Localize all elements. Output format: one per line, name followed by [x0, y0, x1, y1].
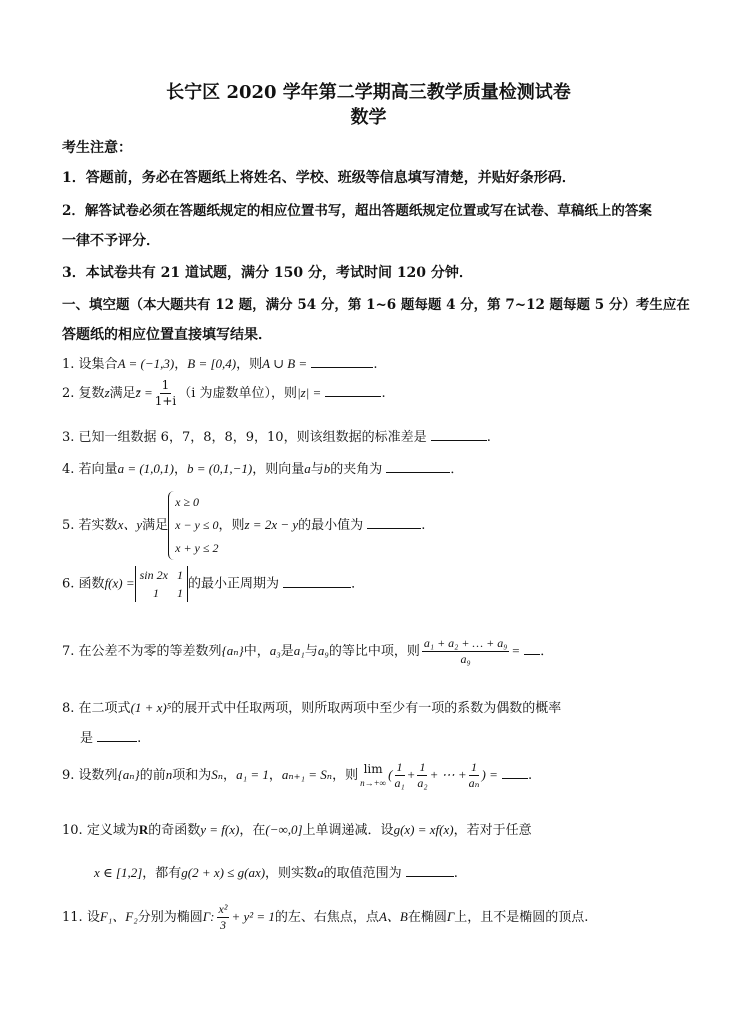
q-text: ， — [223, 768, 237, 783]
question-9 — [62, 760, 532, 791]
math-expr: z = 2x − y — [244, 517, 299, 532]
q-text: （i 为虚数单位），则 — [178, 386, 298, 401]
notice-item-2: 2．解答试卷必须在答题纸规定的相应位置书写，超出答题纸规定位置或写在试卷、草稿纸上的答案 — [62, 203, 652, 219]
q-text: ，若对于任意 — [453, 823, 532, 838]
exam-subject: 数学 — [350, 107, 387, 128]
question-8-cont — [80, 727, 141, 746]
question-4 — [62, 458, 463, 477]
answer-blank — [367, 516, 421, 529]
question-number: 7. — [62, 644, 75, 659]
q-text: 与 — [310, 462, 324, 477]
math-expr: n — [165, 767, 173, 782]
det-cell: 1 — [176, 586, 183, 600]
limit-word: lim — [363, 761, 383, 776]
det-cell: 1 — [152, 586, 159, 600]
fraction — [422, 636, 509, 667]
math-expr: a₉ — [317, 643, 329, 658]
math-expr: (1 + x)⁵ — [130, 700, 172, 715]
q-text: 若向量 — [78, 462, 118, 477]
answer-blank — [311, 355, 373, 368]
q-end: . — [527, 768, 533, 783]
question-7 — [62, 636, 553, 667]
question-number: 3. — [62, 430, 75, 445]
q-text: 中， — [243, 644, 270, 659]
math-expr: y = f(x) — [200, 822, 240, 837]
q-end: . — [421, 518, 426, 533]
q-text: 已知一组数据 6，7，8，8，9，10，则该组数据的标准差是 — [78, 430, 427, 445]
inequality: x + y ≤ 2 — [175, 541, 219, 555]
fraction — [417, 760, 427, 791]
exam-title: 长宁区 2020 学年第二学期高三教学质量检测试卷 — [166, 82, 571, 103]
inequality-system — [168, 491, 218, 560]
q-text: ，则 — [236, 357, 263, 372]
q-text: 的等比中项，则 — [328, 644, 420, 659]
fraction-denominator: aₙ — [468, 776, 480, 790]
math-expr: aₙ₊₁ = Sₙ — [281, 767, 333, 782]
question-number: 2. — [62, 386, 75, 401]
inequality: x ≥ 0 — [175, 495, 200, 509]
q-text: 设数列 — [78, 768, 118, 783]
limit-sub: n→+∞ — [360, 777, 387, 788]
math-expr: B = [0,4) — [187, 356, 237, 371]
fraction — [469, 760, 480, 791]
fraction-denominator: 3 — [219, 918, 226, 932]
q-text: 满足 — [142, 518, 169, 533]
q-text: 的夹角为 — [330, 462, 383, 477]
question-number: 8. — [62, 701, 75, 716]
q-text: ， — [268, 768, 282, 783]
q-text: 的最小正周期为 — [187, 576, 279, 592]
limit — [360, 762, 386, 790]
math-expr: {aₙ} — [117, 767, 140, 782]
q-end: . — [137, 731, 142, 746]
q-end: ． — [351, 576, 365, 592]
q-text: 上，且不是椭圆的顶点. — [454, 910, 589, 925]
math-expr: a₃ — [269, 643, 281, 658]
math-expr: a = (1,0,1) — [117, 461, 174, 476]
q-text: 满足 — [109, 386, 136, 401]
math-expr: a₁ = 1 — [236, 767, 269, 782]
math-expr: |z| = — [297, 385, 322, 400]
fraction — [394, 760, 404, 791]
section-heading-cont: 答题纸的相应位置直接填写结果． — [62, 327, 272, 343]
math-op: + — [406, 767, 416, 782]
q-text: ， — [174, 462, 188, 477]
q-text: 定义域为 — [86, 823, 139, 838]
fraction-denominator: a₉ — [460, 652, 471, 666]
section-heading: 一、填空题（本大题共有 12 题，满分 54 分，第 1~6 题每题 4 分，第 7~12 题每题 5 分）考生应在 — [62, 297, 690, 313]
question-number: 9. — [62, 768, 75, 783]
q-text: 的前 — [139, 768, 166, 783]
q-text: 项和为 — [172, 768, 212, 783]
answer-blank — [97, 729, 137, 742]
q-end: . — [373, 357, 378, 372]
answer-blank — [283, 575, 351, 588]
notice-item-2-cont: 一律不予评分． — [62, 233, 160, 249]
question-10 — [62, 819, 532, 838]
q-text: ，则向量 — [252, 462, 305, 477]
notice-heading: 考生注意： — [62, 140, 132, 156]
answer-blank — [431, 428, 487, 441]
math-expr: g(x) = xf(x) — [393, 822, 454, 837]
q-text: 若实数 — [78, 518, 118, 533]
q-text: 是 — [280, 644, 294, 659]
math-expr: A、B — [378, 909, 408, 924]
q-text: 设 — [86, 910, 100, 925]
fraction — [217, 902, 230, 933]
fraction-denominator: a₂ — [417, 776, 428, 790]
answer-blank — [524, 642, 540, 655]
det-cell: sin 2x — [139, 568, 168, 582]
q-text: 在公差不为零的等差数列 — [78, 644, 222, 659]
paren: ( — [388, 767, 393, 782]
math-expr: x ∈ [1,2] — [94, 865, 143, 880]
question-number: 4. — [62, 462, 75, 477]
math-expr: {aₙ} — [221, 643, 244, 658]
q-text: 函数 — [78, 576, 105, 592]
inequality: x − y ≤ 0 — [175, 518, 219, 532]
q-text: ， — [174, 357, 188, 372]
answer-blank — [325, 384, 381, 397]
q-end: ． — [540, 644, 554, 659]
fraction-numerator: 1 — [471, 760, 478, 774]
math-expr: = — [511, 643, 521, 658]
q-text: ，都有 — [142, 866, 182, 881]
math-op: + ⋯ + — [429, 767, 467, 782]
question-number: 10. — [62, 823, 83, 838]
fraction — [155, 378, 177, 409]
question-11 — [62, 902, 588, 933]
q-text: 的左、右焦点，点 — [274, 910, 379, 925]
answer-blank — [386, 460, 450, 473]
math-expr: b — [323, 461, 331, 476]
question-3 — [62, 426, 491, 445]
fraction-numerator: x² — [218, 902, 228, 916]
math-expr: F₁、F₂ — [99, 909, 138, 924]
question-number: 5. — [62, 518, 75, 533]
q-end: . — [486, 430, 491, 445]
q-text: 的展开式中任取两项，则所取两项中至少有一项的系数为偶数的概率 — [171, 701, 562, 716]
q-text: 的取值范围为 — [323, 866, 402, 881]
q-text: 复数 — [78, 386, 105, 401]
q-text: ，则 — [218, 518, 245, 533]
math-expr: z — [104, 385, 110, 400]
notice-item-3: 3．本试卷共有 21 道试题，满分 150 分，考试时间 120 分钟． — [62, 265, 473, 281]
math-expr: f(x) = — [104, 575, 135, 591]
det-cell: 1 — [176, 568, 183, 582]
math-expr: a₁ — [293, 643, 305, 658]
answer-blank — [406, 864, 454, 877]
math-expr: Sₙ — [211, 767, 224, 782]
math-expr: a — [304, 461, 311, 476]
question-number: 11. — [62, 910, 83, 925]
math-expr: Γ — [446, 909, 455, 924]
q-end: . — [381, 386, 386, 401]
math-expr: b = (0,1,−1) — [187, 461, 253, 476]
question-10-cont — [94, 862, 458, 881]
q-end: . — [453, 866, 458, 881]
fraction-numerator: 1 — [419, 760, 426, 774]
fraction-numerator: 1 — [396, 760, 403, 774]
fraction-numerator: 1 — [161, 378, 170, 392]
notice-item-1: 1．答题前，务必在答题纸上将姓名、学校、班级等信息填写清楚，并贴好条形码． — [62, 170, 576, 186]
q-text: ，在 — [239, 823, 266, 838]
math-expr: (−∞,0] — [265, 822, 303, 837]
question-1 — [62, 353, 377, 372]
fraction-denominator: 1+i — [154, 394, 177, 408]
q-text: 在二项式 — [78, 701, 131, 716]
q-text: ，则 — [332, 768, 359, 783]
determinant — [135, 566, 188, 602]
question-6 — [62, 566, 364, 602]
math-expr: x、y — [117, 517, 143, 532]
q-text: 与 — [304, 644, 318, 659]
math-expr: a — [317, 865, 324, 880]
question-5 — [62, 491, 425, 560]
math-expr: g(2 + x) ≤ g(ax) — [181, 865, 266, 880]
fraction-denominator: a₁ — [394, 776, 405, 790]
math-expr: + y² = 1 — [231, 909, 275, 924]
q-text: 的奇函数 — [148, 823, 201, 838]
q-text: 的最小值为 — [298, 518, 364, 533]
math-expr: Γ: — [202, 909, 215, 924]
question-number: 6. — [62, 576, 75, 592]
q-end: ． — [450, 462, 464, 477]
q-text: 分别为椭圆 — [137, 910, 203, 925]
math-expr: A ∪ B = — [262, 356, 308, 371]
paren: ) = — [481, 767, 498, 782]
math-expr: R — [138, 822, 149, 837]
math-expr: z̄ = — [135, 385, 153, 400]
q-text: 在椭圆 — [407, 910, 447, 925]
question-2 — [62, 378, 386, 409]
q-text: ，则实数 — [265, 866, 318, 881]
question-8 — [62, 697, 561, 716]
question-number: 1. — [62, 357, 75, 372]
answer-blank — [502, 766, 528, 779]
math-expr: A = (−1,3) — [117, 356, 175, 371]
fraction-numerator: a₁ + a₂ + … + a₉ — [423, 636, 508, 650]
q-text: 是 — [80, 731, 94, 746]
q-text: 上单调递减．设 — [302, 823, 394, 838]
q-text: 设集合 — [78, 357, 118, 372]
